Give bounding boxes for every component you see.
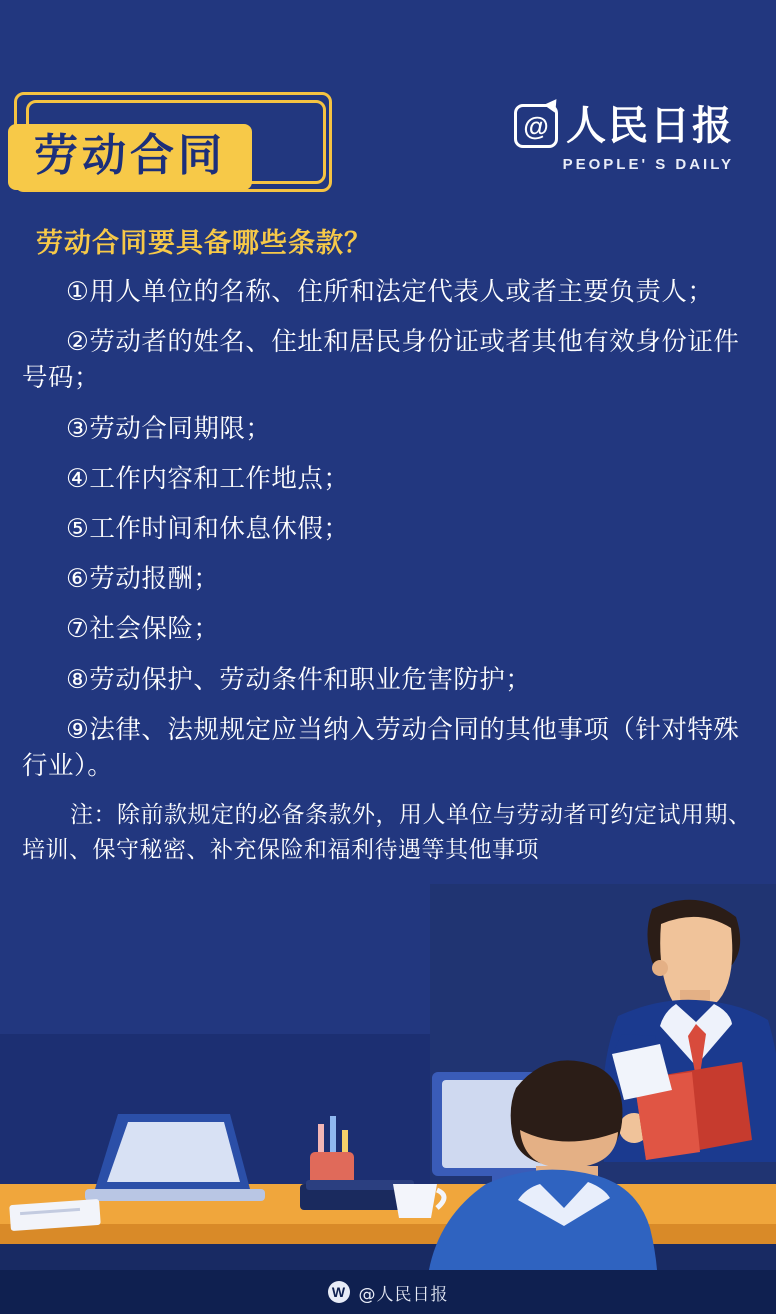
clause-item: ⑤工作时间和休息休假；	[66, 514, 350, 545]
clause-item: ⑨法律、法规规定应当纳入劳动合同的其他事项（针对特殊行业）。	[22, 714, 740, 782]
clause-item: ③劳动合同期限；	[66, 413, 272, 444]
footer-handle: @人民日报	[358, 1284, 449, 1305]
office-illustration	[0, 884, 776, 1314]
weibo-icon: W	[328, 1281, 350, 1303]
poster-header	[0, 0, 776, 215]
clause-item: ⑧劳动保护、劳动条件和职业危害防护；	[66, 664, 532, 695]
footnote: 注：除前款规定的必备条款外，用人单位与劳动者可约定试用期、培训、保守秘密、补充保险和福利待遇等其他事项	[22, 802, 752, 863]
clause-item: ⑥劳动报酬；	[66, 564, 220, 595]
article-body	[0, 221, 776, 867]
page-title-text: 劳动合同	[34, 130, 226, 181]
brand-name-en: PEOPLE' S DAILY	[562, 156, 734, 173]
section-question: 劳动合同要具备哪些条款？	[36, 228, 372, 259]
clause-item: ④工作内容和工作地点；	[66, 463, 350, 494]
clause-item: ①用人单位的名称、住所和法定代表人或者主要负责人；	[66, 277, 714, 307]
page-title	[8, 124, 252, 190]
brand-logo	[514, 104, 734, 173]
at-sign-icon: @	[514, 104, 558, 148]
clause-item: ②劳动者的姓名、住址和居民身份证或者其他有效身份证件号码；	[22, 327, 740, 394]
clause-item: ⑦社会保险；	[66, 614, 220, 645]
footer-bar	[0, 1270, 776, 1314]
brand-name-cn: 人民日报	[566, 103, 734, 149]
